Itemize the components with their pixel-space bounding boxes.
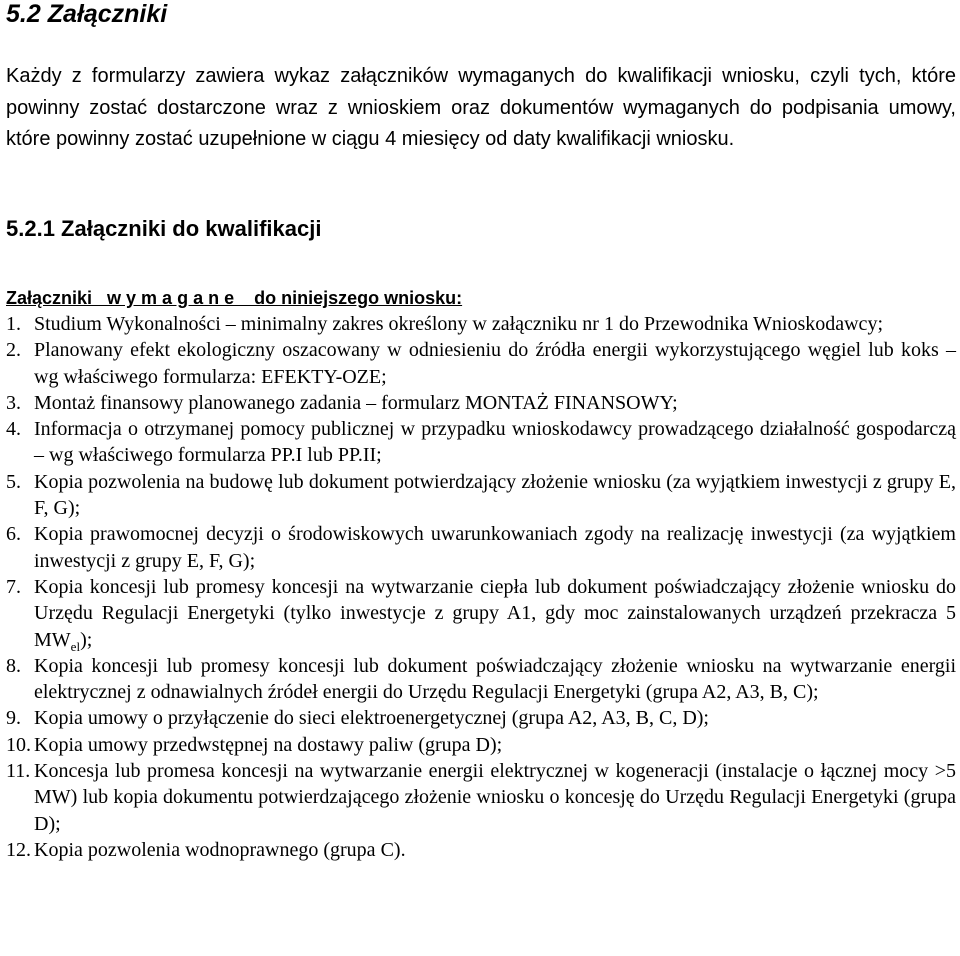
item-text: Informacja o otrzymanej pomocy publicznej w przypadku wnioskodawcy prowadzącego działalność gospodarczą – wg właściwego formularza PP.I lub PP.II; [34,418,956,467]
item-text-tail: ); [80,628,93,651]
item-text: Planowany efekt ekologiczny oszacowany w odniesieniu do źródła energii wykorzystującego węgiel lub koks – wg właściwego formularza: EFEKTY-OZE; [34,339,956,388]
item-text: Kopia pozwolenia wodnoprawnego (grupa C). [34,838,406,861]
item-text: Montaż finansowy planowanego zadania – formularz MONTAŻ FINANSOWY; [34,391,678,414]
unit-subscript: el [70,638,81,654]
item-text-main: Kopia koncesji lub promesy koncesji na wytwarzanie ciepła lub dokument poświadczający złożenie wniosku do Urzędu Regulacji Energetyki (tylko inwestycje z grupy A1, gdy moc zainstalowanych urządzeń przekracza 5 MW [34,575,956,651]
item-number: 8. [6,654,21,677]
list-item [6,705,956,731]
item-text: Kopia umowy przedwstępnej na dostawy paliw (grupa D); [34,733,503,756]
item-number: 10. [6,733,31,756]
item-number: 6. [6,523,21,546]
item-text: Studium Wykonalności – minimalny zakres określony w załączniku nr 1 do Przewodnika Wnioskodawcy; [34,313,883,335]
item-number: 3. [6,391,21,414]
list-item [6,758,956,837]
subsection-title: 5.2.1 Załączniki do kwalifikacji [6,216,322,241]
attachments-list [6,311,956,863]
list-item [6,311,956,337]
item-number: 2. [6,339,21,362]
list-item [6,732,956,758]
item-text: Kopia umowy o przyłączenie do sieci elektroenergetycznej (grupa A2, A3, B, C, D); [34,707,709,730]
list-item [6,653,956,706]
section-title: 5.2 Załączniki [6,0,168,28]
item-text: Kopia prawomocnej decyzji o środowiskowych uwarunkowaniach zgody na realizację inwestycji (za wyjątkiem inwestycji z grupy E, F, G); [34,523,956,572]
list-item [6,390,956,416]
item-number: 4. [6,418,21,441]
list-item [6,416,956,469]
item-number: 12. [6,838,31,861]
list-item [6,837,956,863]
item-number: 1. [6,313,21,335]
item-number: 11. [6,760,31,783]
item-text: Koncesja lub promesa koncesji na wytwarzanie energii elektrycznej w kogeneracji (instalacje o łącznej mocy >5 MW) lub kopia dokumentu potwierdzającego złożenie wniosku o koncesję do Urzędu Regulacji Energetyki (grupa D); [34,760,956,835]
item-text: Kopia koncesji lub promesy koncesji lub dokument poświadczający złożenie wniosku na wytwarzanie energii elektrycznej z odnawialnych źródeł energii do Urzędu Regulacji Energetyki (grupa A2, A3, B, C); [34,654,956,704]
intro-paragraph: Każdy z formularzy zawiera wykaz załączników wymaganych do kwalifikacji wniosku, czyli tych, które powinny zostać dostarczone wraz z wnioskiem oraz dokumentów wymaganych do podpisania umowy, które powinny zostać uzupełnione w ciągu 4 miesięcy od daty kwalifikacji wniosku. [6,65,956,150]
item-text [34,574,956,653]
item-number: 7. [6,575,21,598]
required-attachments-heading: Załączniki w y m a g a n e do niniejszego wniosku: [6,288,463,308]
list-item [6,521,956,574]
item-number: 9. [6,707,21,730]
item-number: 5. [6,470,21,493]
list-item [6,337,956,390]
item-text: Kopia pozwolenia na budowę lub dokument potwierdzający złożenie wniosku (za wyjątkiem inwestycji z grupy E, F, G); [34,470,956,520]
list-item [6,574,956,653]
list-item [6,469,956,522]
